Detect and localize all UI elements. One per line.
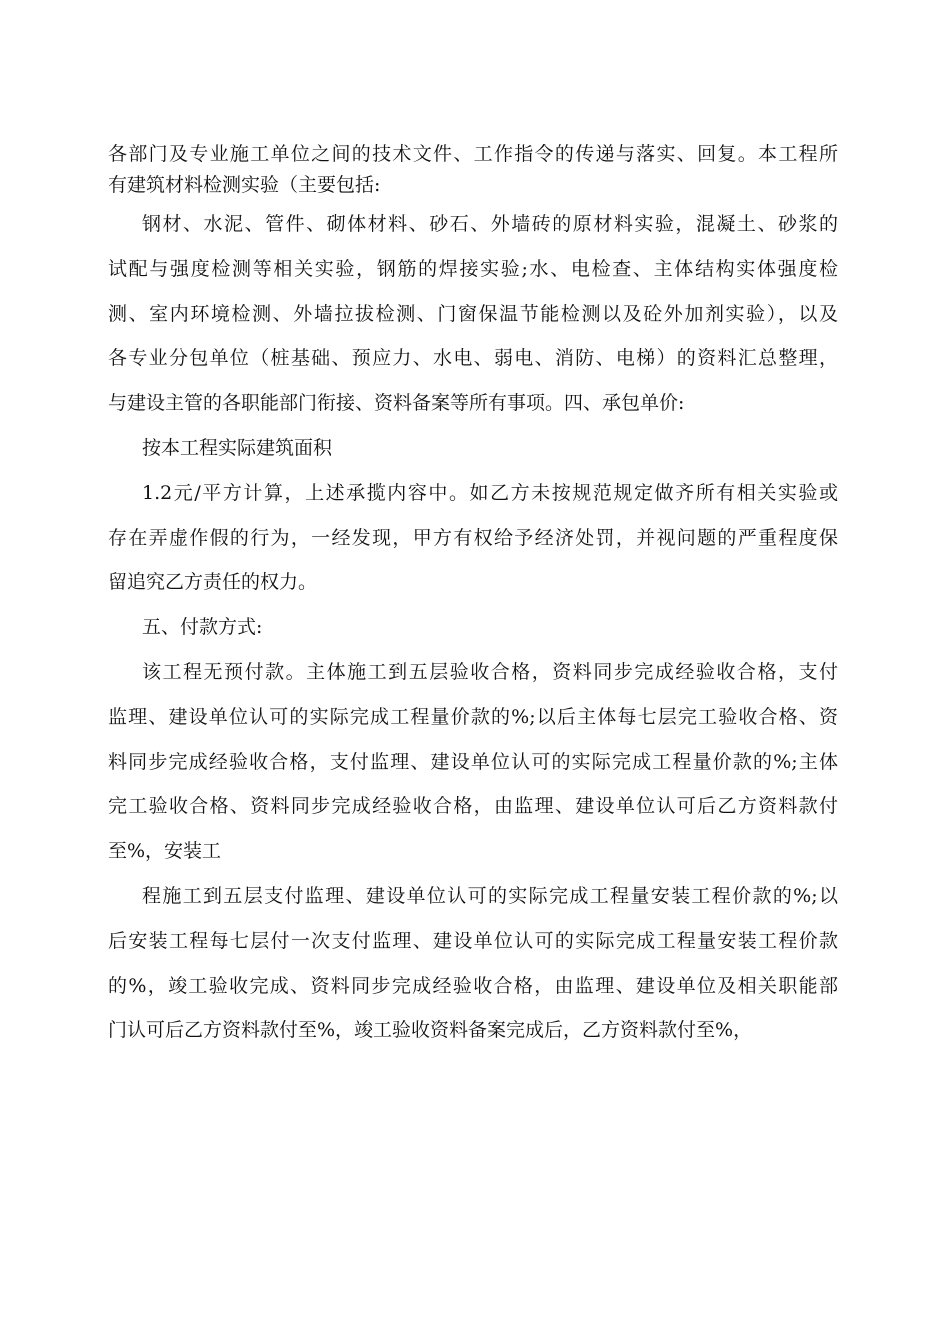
- text-line: 该工程无预付款。主体施工到五层验收合格，资料同步完成经验收合格，支付: [142, 660, 838, 683]
- text-line: 程施工到五层支付监理、建设单位认可的实际完成工程量安装工程价款的%;以: [142, 884, 838, 907]
- text-line: 与建设主管的各职能部门衔接、资料备案等所有事项。四、承包单价:: [108, 392, 685, 415]
- text-line: 测、室内环境检测、外墙拉拔检测、门窗保温节能检测以及砼外加剂实验），以及: [108, 302, 838, 325]
- text-line: 至%，安装工: [108, 840, 222, 863]
- text-line: 存在弄虚作假的行为，一经发现，甲方有权给予经济处罚，并视问题的严重程度保: [108, 526, 838, 549]
- document-body: [108, 139, 838, 1053]
- text-line: 各部门及专业施工单位之间的技术文件、工作指令的传递与落实、回复。本工程所: [108, 143, 838, 165]
- text-line: 的%，竣工验收完成、资料同步完成经验收合格，由监理、建设单位及相关职能部: [108, 974, 838, 997]
- text-line: 门认可后乙方资料款付至%，竣工验收资料备案完成后，乙方资料款付至%，: [108, 1019, 753, 1042]
- text-line: 各专业分包单位（桩基础、预应力、水电、弱电、消防、电梯）的资料汇总整理，: [108, 347, 838, 370]
- text-line: 留追究乙方责任的权力。: [108, 571, 318, 594]
- text-line: 按本工程实际建筑面积: [142, 436, 333, 459]
- text-line: 后安装工程每七层付一次支付监理、建设单位认可的实际完成工程量安装工程价款: [108, 929, 838, 952]
- text-line: 钢材、水泥、管件、砌体材料、砂石、外墙砖的原材料实验，混凝土、砂浆的: [142, 213, 838, 235]
- text-line: 试配与强度检测等相关实验，钢筋的焊接实验;水、电检查、主体结构实体强度检: [108, 257, 838, 280]
- text-line: 完工验收合格、资料同步完成经验收合格，由监理、建设单位认可后乙方资料款付: [108, 795, 838, 818]
- text-line: 1.2元/平方计算，上述承揽内容中。如乙方未按规范规定做齐所有相关实验或: [142, 481, 838, 504]
- text-line: 五、付款方式:: [142, 616, 263, 639]
- text-line: 料同步完成经验收合格，支付监理、建设单位认可的实际完成工程量价款的%;主体: [108, 750, 838, 773]
- text-line: 监理、建设单位认可的实际完成工程量价款的%;以后主体每七层完工验收合格、资: [108, 705, 838, 728]
- text-line: 有建筑材料检测实验（主要包括:: [108, 174, 381, 196]
